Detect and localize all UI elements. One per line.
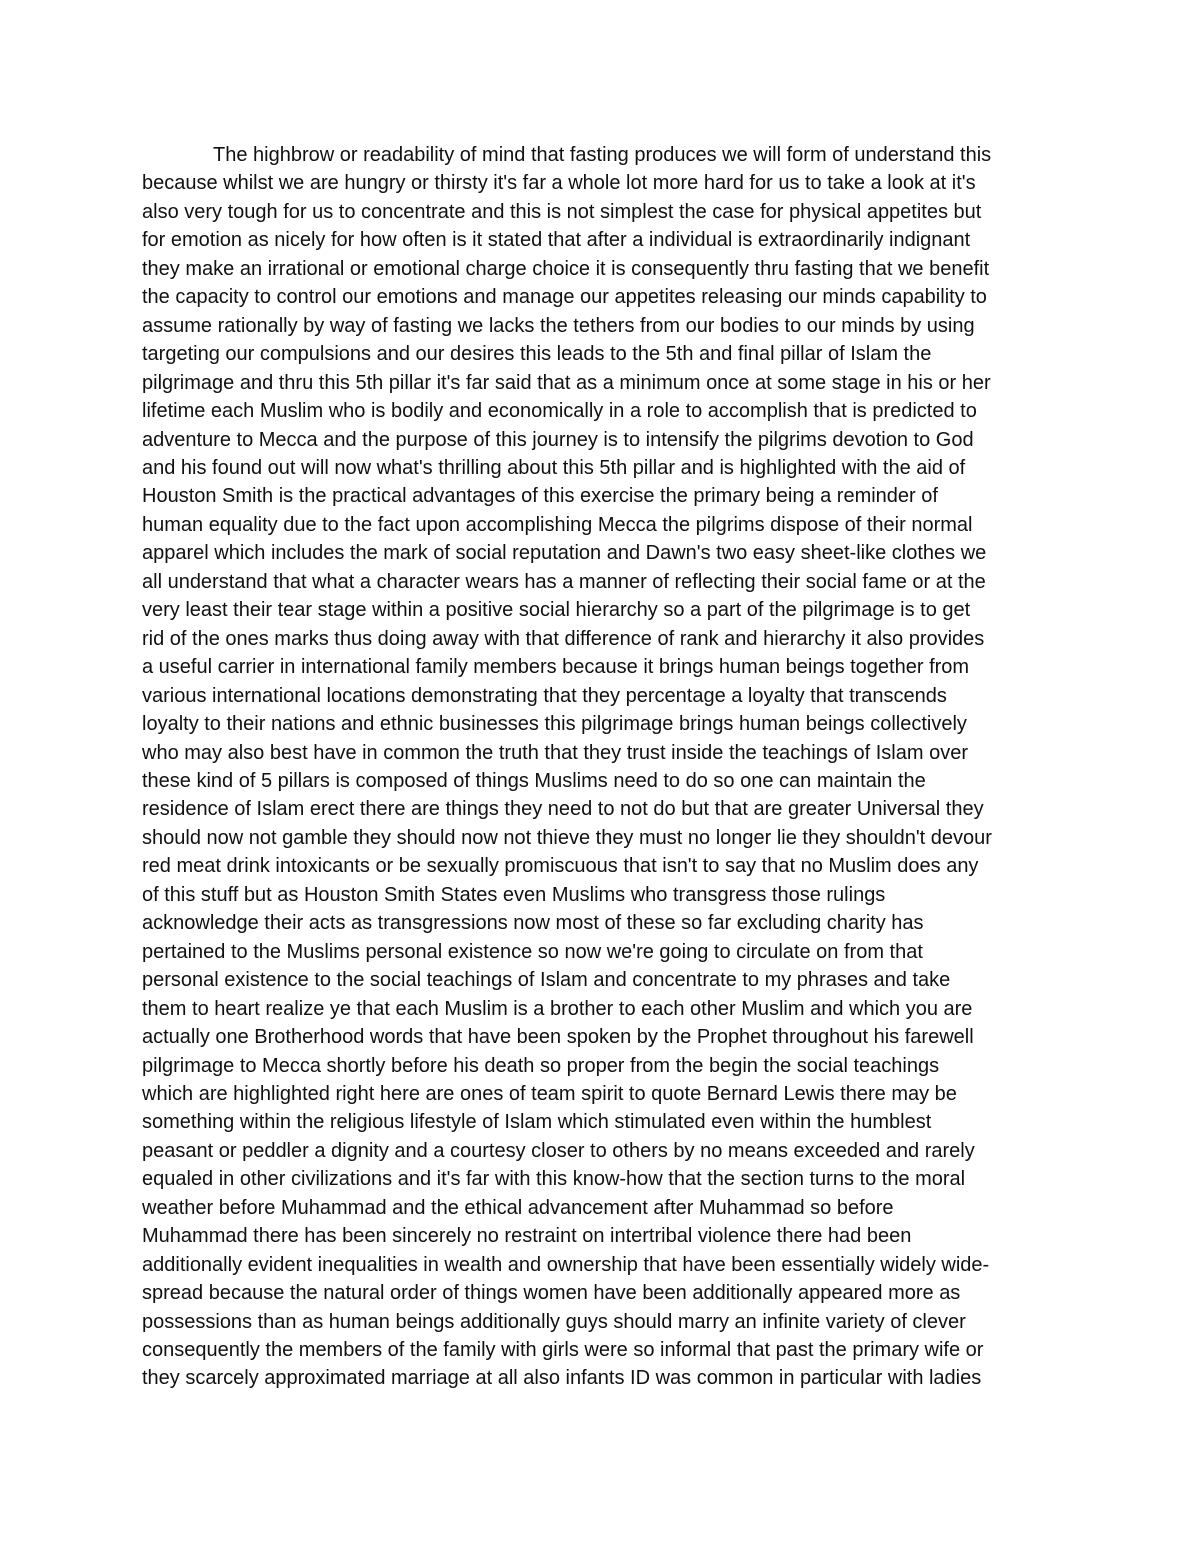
text-line: peasant or peddler a dignity and a courtesy closer to others by no means exceeded and rarely (142, 1139, 975, 1162)
text-line: very least their tear stage within a positive social hierarchy so a part of the pilgrimage is to get (142, 599, 971, 622)
text-line: all understand that what a character wears has a manner of reflecting their social fame or at the (142, 570, 986, 593)
text-line: pilgrimage and thru this 5th pillar it's far said that as a minimum once at some stage in his or her (142, 371, 991, 394)
text-line: assume rationally by way of fasting we lacks the tethers from our bodies to our minds by using (142, 314, 975, 337)
text-line: a useful carrier in international family members because it brings human beings together from (142, 656, 970, 679)
text-line: personal existence to the social teachings of Islam and concentrate to my phrases and take (142, 969, 951, 992)
text-line: Houston Smith is the practical advantages of this exercise the primary being a reminder of (142, 485, 938, 508)
text-line: something within the religious lifestyle of Islam which stimulated even within the humblest (142, 1111, 932, 1134)
essay-paragraph (142, 141, 1062, 1393)
text-line: acknowledge their acts as transgressions now most of these so far excluding charity has (142, 912, 924, 935)
text-line: they make an irrational or emotional charge choice it is consequently thru fasting that we benefit (142, 257, 990, 280)
text-line: of this stuff but as Houston Smith States even Muslims who transgress those rulings (142, 883, 886, 906)
text-line: consequently the members of the family with girls were so informal that past the primary wife or (142, 1339, 984, 1362)
text-line: should now not gamble they should now not thieve they must no longer lie they shouldn't devour (142, 826, 992, 849)
text-line: equaled in other civilizations and it's far with this know-how that the section turns to the moral (142, 1168, 966, 1191)
text-line: human equality due to the fact upon accomplishing Mecca the pilgrims dispose of their normal (142, 513, 973, 536)
text-line: loyalty to their nations and ethnic businesses this pilgrimage brings human beings collectively (142, 713, 967, 736)
text-line: adventure to Mecca and the purpose of this journey is to intensify the pilgrims devotion to God (142, 428, 974, 451)
text-line: weather before Muhammad and the ethical advancement after Muhammad so before (142, 1196, 894, 1219)
text-line: lifetime each Muslim who is bodily and economically in a role to accomplish that is predicted to (142, 400, 977, 423)
text-line: spread because the natural order of things women have been additionally appeared more as (142, 1282, 961, 1305)
text-line: various international locations demonstrating that they percentage a loyalty that transcends (142, 684, 947, 707)
text-line: also very tough for us to concentrate and this is not simplest the case for physical appetites but (142, 200, 982, 223)
text-line: who may also best have in common the truth that they trust inside the teachings of Islam over (142, 741, 968, 764)
text-line: because whilst we are hungry or thirsty it's far a whole lot more hard for us to take a look at it's (142, 172, 976, 195)
text-line: residence of Islam erect there are things they need to not do but that are greater Universal they (142, 798, 984, 821)
text-line: them to heart realize ye that each Muslim is a brother to each other Muslim and which you are (142, 997, 973, 1020)
text-line: red meat drink intoxicants or be sexually promiscuous that isn't to say that no Muslim does any (142, 855, 979, 878)
text-line: possessions than as human beings additionally guys should marry an infinite variety of clever (142, 1310, 966, 1333)
text-line: Muhammad there has been sincerely no restraint on intertribal violence there had been (142, 1225, 912, 1248)
text-line: actually one Brotherhood words that have been spoken by the Prophet throughout his farewell (142, 1026, 974, 1049)
text-line: which are highlighted right here are ones of team spirit to quote Bernard Lewis there may be (142, 1082, 957, 1105)
text-line: pertained to the Muslims personal existence so now we're going to circulate on from that (142, 940, 923, 963)
text-line: pilgrimage to Mecca shortly before his death so proper from the begin the social teachings (142, 1054, 940, 1077)
text-line: these kind of 5 pillars is composed of things Muslims need to do so one can maintain the (142, 769, 926, 792)
text-line: the capacity to control our emotions and manage our appetites releasing our minds capability to (142, 286, 987, 309)
text-line: additionally evident inequalities in wealth and ownership that have been essentially widely wide- (142, 1253, 990, 1276)
text-line: they scarcely approximated marriage at all also infants ID was common in particular with ladies (142, 1367, 982, 1390)
text-line: and his found out will now what's thrilling about this 5th pillar and is highlighted with the aid of (142, 456, 966, 479)
text-line: The highbrow or readability of mind that fasting produces we will form of understand this (213, 144, 992, 166)
text-line: for emotion as nicely for how often is it stated that after a individual is extraordinarily indignant (142, 229, 971, 252)
text-line: apparel which includes the mark of social reputation and Dawn's two easy sheet-like clothes we (142, 542, 987, 565)
text-line: targeting our compulsions and our desires this leads to the 5th and final pillar of Islam the (142, 343, 932, 366)
text-line: rid of the ones marks thus doing away with that difference of rank and hierarchy it also provides (142, 627, 985, 650)
